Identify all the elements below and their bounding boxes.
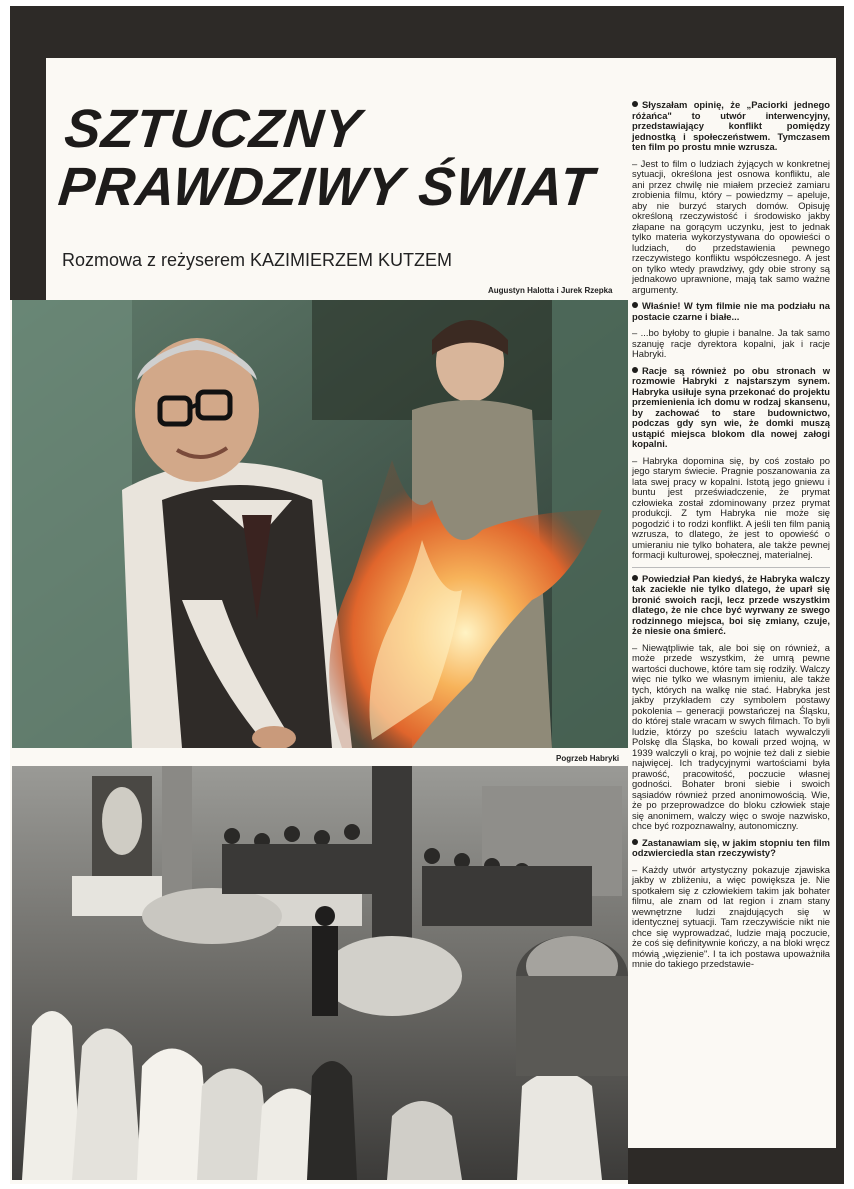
article-authors: Augustyn Halotta i Jurek Rzepka: [488, 286, 613, 295]
photo-man-with-fire: [12, 300, 628, 748]
scan-border-right: [836, 6, 844, 1184]
answer-1: – Jest to film o ludziach żyjących w konkretnej sytuacji, określona jest osnowa konfliktu, ale ani przez chwilę nie miałem przecież zamiaru zrobienia filmu, który – powiedzmy – apeluje, aby nie burzyć starych domów. Opisuję określoną rzeczywistość i środowisko jakby złapane na gorącym uczynku, jest to jednak tylko materia wykorzystywana do opowieści o ludziach, do przedstawienia pewnego rzeczywistego konfliktu współczesnego. A jest on tylko wtedy prawdziwy, gdy obie strony są jednakowo uprawnione, mają tak samo ważne argumenty.: [632, 157, 830, 295]
scan-border-left: [10, 6, 46, 300]
bullet-icon: [632, 839, 638, 845]
headline-line-1: SZTUCZNY: [61, 99, 365, 159]
question-5: Zastanawiam się, w jakim stopniu ten film odzwierciedla stan rzeczywisty?: [632, 836, 830, 858]
article-headline: [56, 100, 628, 216]
question-4: Powiedział Pan kiedyś, że Habryka walczy tak zaciekle nie tylko dlatego, że uparł się bronić swoich racji, lecz przede wszystkim dlatego, że nie chce być wyrwany ze swego rodzinnego miejsca, boi się zmiany, czuje, że niesie ona śmierć.: [632, 572, 830, 636]
scan-border-bottom: [628, 1148, 844, 1184]
answer-4: – Niewątpliwie tak, ale boi się on również, a może przede wszystkim, że umrą pewne wartości duchowe, które tam się rodziły. Walczy więc nie tylko we własnym imieniu, ale także tych, których na walkę nie stać. Habryka jest jakby przykładem czy symbolem postawy pokolenia – generacji powstańczej na Śląsku, do której stale wracam w swych filmach. To byli ludzie, którzy po sześciu latach wywalczyli Polskę dla Śląska, bo kowali przed wojną, w 1939 walczyli o kraj, po wojnie też dali z siebie najwięcej. Ich tradycyjnymi wartościami była prawość, pracowitość, poczucie własnej godności. Bohater broni siebie i swoich sąsiadów również przed anonimowością. Wie, że po przeprowadzce do bloku człowiek staje się anonimem, walczy więc o swoje nazwisko, chce być rozpoznawalny, autonomiczny.: [632, 641, 830, 831]
article-subtitle: [62, 250, 452, 271]
bullet-icon: [632, 367, 638, 373]
photo-funeral-crowd: [12, 766, 628, 1180]
photo-caption: Pogrzeb Habryki: [556, 754, 620, 763]
bullet-icon: [632, 101, 638, 107]
bullet-icon: [632, 302, 638, 308]
answer-2: – ...bo byłoby to głupie i banalne. Ja tak samo szanuję racje dyrektora kopalni, jak i racje Habryki.: [632, 327, 830, 359]
question-3: Racje są również po obu stronach w rozmowie Habryki z najstarszym synem. Habryka usiłuje syna przekonać do projektu przemienienia ich domu w rodzaj skansenu, by zachować to stare budownictwo, podczas gdy syn wie, że domki muszą ustąpić miejsca blokom dla nowej załogi kopalni.: [632, 364, 830, 449]
question-2: Właśnie! W tym filmie nie ma podziału na postacie czarne i białe...: [632, 300, 830, 322]
divider: [632, 567, 830, 568]
question-1: Słyszałam opinię, że „Paciorki jednego różańca" to utwór interwencyjny, przedstawiający konflikt pomiędzy jednostką i społeczeństwem. Tymczasem ten film po prostu mnie wzrusza.: [632, 99, 830, 152]
answer-3: – Habryka dopomina się, by coś zostało po jego starym świecie. Pragnie poszanowania za lata swej pracy w kopalni. Istotą jego gniewu i buntu jest przeświadczenie, że prymat człowieka został zdominowany przez prymat produkcji. Z tym Habryka nie może się pogodzić i to rodzi konflikt. A jeśli ten film panią wzrusza, to dlatego, że jest to opowieść o umieraniu nie tylko bohatera, ale także pewnej formacji kulturowej, społecznej, materialnej.: [632, 454, 830, 560]
subtitle-prefix: Rozmowa z reżyserem: [62, 250, 251, 270]
bullet-icon: [632, 575, 638, 581]
headline-line-2: PRAWDZIWY ŚWIAT: [55, 157, 598, 217]
subtitle-name: KAZIMIERZEM KUTZEM: [250, 250, 453, 270]
scan-border-top: [10, 6, 844, 58]
answer-5: – Każdy utwór artystyczny pokazuje zjawiska jakby w zbliżeniu, a więc powiększa je. Nie spotkałem się z człowiekiem takim jak bohater filmu, ale znam od lat region i znam stany wewnętrzne ludzi znajdujących się w identycznej sytuacji. Tam rzeczywiście nikt nie chce się wyprowadzać, ludzie mają poczucie, że coś się definitywnie kończy, a na bloki wręcz mówią „więzienie". I ta ich postawa upoważniła mnie do takiego przedstawie-: [632, 863, 830, 969]
article-column: [632, 100, 830, 976]
